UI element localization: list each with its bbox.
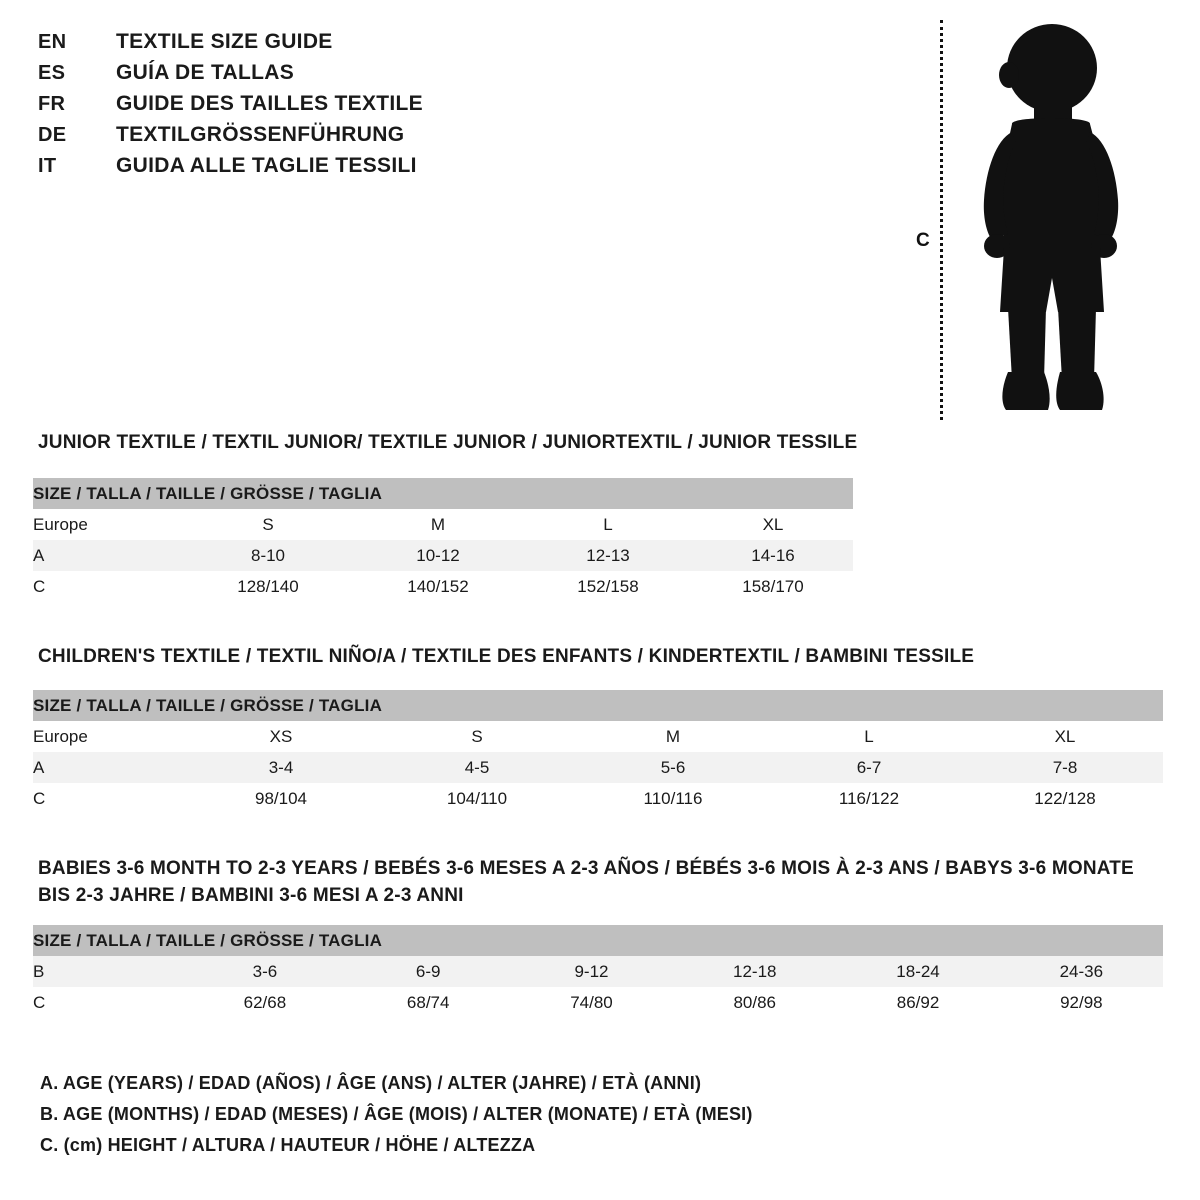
language-header-list bbox=[38, 30, 598, 185]
size-header-cell: L bbox=[523, 509, 693, 540]
babies-size-table bbox=[33, 925, 1163, 1018]
row-label: C bbox=[33, 783, 183, 814]
table-header-row bbox=[33, 690, 1163, 721]
footnotes-block bbox=[40, 1068, 1140, 1161]
row-label: C bbox=[33, 571, 183, 602]
table-row bbox=[33, 571, 853, 602]
table-cell: 7-8 bbox=[967, 752, 1163, 783]
table-cell: 3-6 bbox=[183, 956, 346, 987]
table-cell: 10-12 bbox=[353, 540, 523, 571]
table-cell: 128/140 bbox=[183, 571, 353, 602]
junior-size-table bbox=[33, 478, 853, 602]
table-cell: 5-6 bbox=[575, 752, 771, 783]
table-cell: 68/74 bbox=[347, 987, 510, 1018]
region-label: Europe bbox=[33, 509, 183, 540]
section-title-children: CHILDREN'S TEXTILE / TEXTIL NIÑO/A / TEXTILE DES ENFANTS / KINDERTEXTIL / BAMBINI TESSILE bbox=[38, 646, 975, 667]
table-cell: 18-24 bbox=[836, 956, 999, 987]
height-measure-label: C bbox=[916, 230, 930, 251]
language-code: DE bbox=[38, 124, 67, 146]
language-code: ES bbox=[38, 62, 66, 84]
language-title: GUÍA DE TALLAS bbox=[116, 61, 295, 84]
table-cell: 62/68 bbox=[183, 987, 346, 1018]
table-cell: 158/170 bbox=[693, 571, 853, 602]
table-cell: 3-4 bbox=[183, 752, 379, 783]
height-measure-line bbox=[940, 20, 943, 420]
language-code: FR bbox=[38, 93, 66, 115]
table-cell: 6-7 bbox=[771, 752, 967, 783]
table-cell: 92/98 bbox=[1000, 987, 1163, 1018]
table-cell: 12-18 bbox=[673, 956, 836, 987]
footnote-b: B. AGE (MONTHS) / EDAD (MESES) / ÂGE (MOIS) / ALTER (MONATE) / ETÀ (MESI) bbox=[40, 1103, 753, 1124]
table-cell: 104/110 bbox=[379, 783, 575, 814]
language-code: EN bbox=[38, 31, 67, 53]
children-size-table bbox=[33, 690, 1163, 814]
size-header-cell: XL bbox=[967, 721, 1163, 752]
language-row-en bbox=[38, 30, 598, 61]
table-header-row bbox=[33, 478, 853, 509]
table-row bbox=[33, 540, 853, 571]
language-title: TEXTILE SIZE GUIDE bbox=[116, 30, 333, 53]
table-row bbox=[33, 721, 1163, 752]
table-header-label: SIZE / TALLA / TAILLE / GRÖSSE / TAGLIA bbox=[33, 478, 853, 509]
table-cell: 86/92 bbox=[836, 987, 999, 1018]
table-cell: 4-5 bbox=[379, 752, 575, 783]
footnote-a: A. AGE (YEARS) / EDAD (AÑOS) / ÂGE (ANS) / ALTER (JAHRE) / ETÀ (ANNI) bbox=[40, 1073, 702, 1093]
language-row-it bbox=[38, 154, 598, 185]
table-cell: 152/158 bbox=[523, 571, 693, 602]
row-label: B bbox=[33, 956, 183, 987]
size-header-cell: XS bbox=[183, 721, 379, 752]
table-cell: 12-13 bbox=[523, 540, 693, 571]
table-row bbox=[33, 752, 1163, 783]
language-code: IT bbox=[38, 155, 57, 177]
table-cell: 116/122 bbox=[771, 783, 967, 814]
table-cell: 14-16 bbox=[693, 540, 853, 571]
table-cell: 140/152 bbox=[353, 571, 523, 602]
table-header-label: SIZE / TALLA / TAILLE / GRÖSSE / TAGLIA bbox=[33, 690, 1163, 721]
size-header-cell: M bbox=[575, 721, 771, 752]
size-header-cell: S bbox=[183, 509, 353, 540]
region-label: Europe bbox=[33, 721, 183, 752]
table-row bbox=[33, 783, 1163, 814]
row-label: C bbox=[33, 987, 183, 1018]
language-title: GUIDE DES TAILLES TEXTILE bbox=[116, 92, 423, 115]
language-row-es bbox=[38, 61, 598, 92]
footnote-c: C. (cm) HEIGHT / ALTURA / HAUTEUR / HÖHE / ALTEZZA bbox=[40, 1134, 536, 1155]
section-title-babies: BABIES 3-6 MONTH TO 2-3 YEARS / BEBÉS 3-6 MESES A 2-3 AÑOS / BÉBÉS 3-6 MOIS À 2-3 ANS / BABYS 3-6 MONATE BIS 2-3 JAHRE / BAMBINI 3-6 MESI A 2-3 ANNI bbox=[38, 858, 1134, 906]
table-row bbox=[33, 509, 853, 540]
table-cell: 6-9 bbox=[347, 956, 510, 987]
child-silhouette-icon bbox=[952, 20, 1142, 430]
language-row-de bbox=[38, 123, 598, 154]
table-header-label: SIZE / TALLA / TAILLE / GRÖSSE / TAGLIA bbox=[33, 925, 1163, 956]
table-cell: 98/104 bbox=[183, 783, 379, 814]
size-header-cell: S bbox=[379, 721, 575, 752]
table-cell: 9-12 bbox=[510, 956, 673, 987]
table-row bbox=[33, 956, 1163, 987]
table-cell: 24-36 bbox=[1000, 956, 1163, 987]
language-row-fr bbox=[38, 92, 598, 123]
height-measure-figure bbox=[900, 12, 1150, 422]
size-header-cell: M bbox=[353, 509, 523, 540]
size-header-cell: L bbox=[771, 721, 967, 752]
table-header-row bbox=[33, 925, 1163, 956]
language-title: GUIDA ALLE TAGLIE TESSILI bbox=[116, 154, 417, 177]
table-cell: 74/80 bbox=[510, 987, 673, 1018]
language-title: TEXTILGRÖSSENFÜHRUNG bbox=[116, 123, 405, 146]
size-header-cell: XL bbox=[693, 509, 853, 540]
table-cell: 8-10 bbox=[183, 540, 353, 571]
table-cell: 110/116 bbox=[575, 783, 771, 814]
table-row bbox=[33, 987, 1163, 1018]
row-label: A bbox=[33, 540, 183, 571]
row-label: A bbox=[33, 752, 183, 783]
section-title-junior: JUNIOR TEXTILE / TEXTIL JUNIOR/ TEXTILE JUNIOR / JUNIORTEXTIL / JUNIOR TESSILE bbox=[38, 432, 858, 453]
table-cell: 80/86 bbox=[673, 987, 836, 1018]
table-cell: 122/128 bbox=[967, 783, 1163, 814]
